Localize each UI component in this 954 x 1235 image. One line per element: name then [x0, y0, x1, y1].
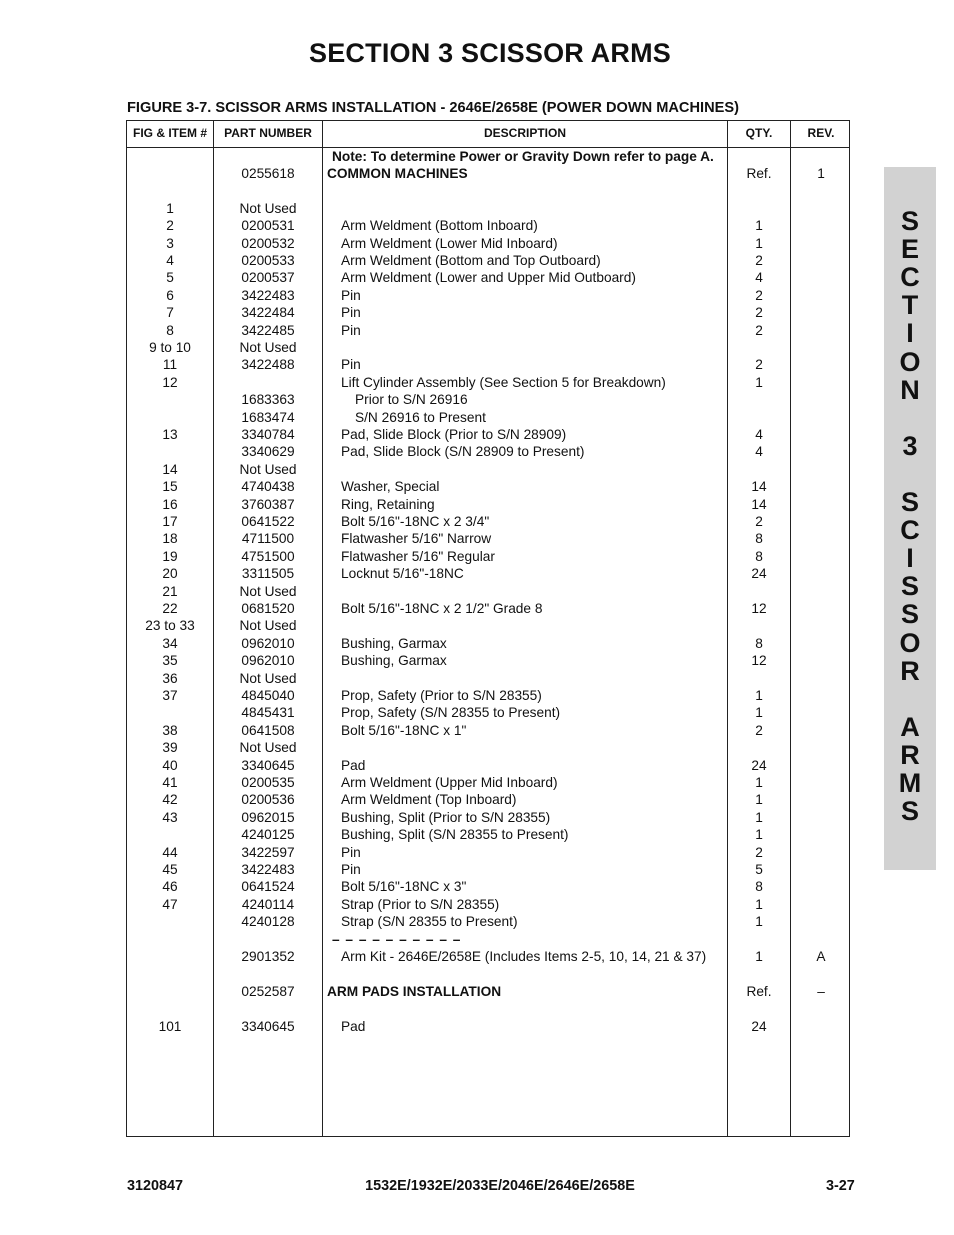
- sidebar-letter: S: [900, 487, 919, 517]
- part-number-cell: 0200532: [241, 235, 295, 251]
- table-row: [127, 565, 849, 582]
- fig-item-cell: 1: [166, 200, 174, 216]
- footer-page-number: 3-27: [826, 1178, 855, 1194]
- fig-item-cell: 44: [162, 844, 178, 860]
- fig-item-cell: 38: [162, 722, 178, 738]
- fig-item-cell: 15: [162, 479, 178, 495]
- table-row: [127, 391, 849, 408]
- part-number-cell: 3422485: [241, 322, 295, 338]
- qty-cell: 1: [755, 235, 763, 251]
- table-row: [127, 496, 849, 513]
- table-row: [127, 356, 849, 373]
- part-number-cell: 3760387: [241, 496, 295, 512]
- sidebar-letter: O: [899, 627, 921, 658]
- rev-cell: –: [817, 983, 825, 999]
- part-number-cell: Not Used: [239, 618, 297, 634]
- part-number-cell: Not Used: [239, 583, 297, 599]
- table-row: [127, 269, 849, 286]
- qty-cell: 1: [755, 949, 763, 964]
- qty-cell: 24: [751, 1018, 767, 1034]
- fig-item-cell: 9 to 10: [149, 340, 191, 355]
- part-number-cell: 0200533: [241, 253, 295, 268]
- table-row: [127, 617, 849, 634]
- table-row: [127, 583, 849, 600]
- description-cell: Arm Kit - 2646E/2658E (Includes Items 2-5, 10, 14, 21 & 37): [341, 949, 707, 964]
- fig-item-cell: 18: [162, 531, 178, 547]
- part-number-cell: 0962010: [241, 635, 295, 651]
- qty-cell: 24: [751, 757, 767, 773]
- description-cell: Locknut 5/16"-18NC: [341, 566, 464, 582]
- table-note: Note: To determine Power or Gravity Down refer to page A.: [332, 149, 714, 164]
- fig-item-cell: 21: [162, 583, 178, 599]
- fig-item-cell: 39: [162, 740, 178, 756]
- qty-cell: 1: [755, 705, 763, 721]
- fig-item-cell: 46: [162, 879, 178, 895]
- description-cell: Bolt 5/16"-18NC x 1": [341, 722, 467, 738]
- description-cell: Pin: [341, 862, 361, 877]
- qty-cell: 8: [755, 879, 763, 895]
- part-number-cell: 4711500: [241, 531, 295, 547]
- part-number-cell: 3340629: [241, 444, 295, 460]
- part-number-cell: 4740438: [241, 479, 295, 495]
- qty-cell: 1: [755, 792, 763, 808]
- description-cell: Pad: [341, 757, 366, 773]
- description-cell: Prop, Safety (Prior to S/N 28355): [341, 688, 542, 703]
- sidebar-letter: C: [900, 515, 920, 546]
- fig-item-cell: 19: [162, 548, 178, 564]
- table-row: [127, 861, 849, 878]
- qty-cell: 2: [755, 722, 763, 738]
- qty-cell: 1: [755, 218, 763, 234]
- part-number-cell: 0962015: [241, 809, 295, 825]
- qty-cell: 12: [751, 653, 767, 669]
- fig-item-cell: 3: [166, 235, 174, 251]
- header-desc: DESCRIPTION: [483, 126, 566, 140]
- part-number-cell: 3422483: [241, 862, 295, 877]
- part-number-cell: 3340784: [241, 427, 295, 442]
- part-number-cell: 0681520: [241, 601, 295, 616]
- sidebar-letter: E: [900, 234, 919, 265]
- table-row: [127, 704, 849, 721]
- description-cell: Strap (Prior to S/N 28355): [341, 896, 500, 912]
- fig-item-cell: 20: [162, 566, 178, 582]
- fig-item-cell: 17: [162, 514, 178, 529]
- table-row: [127, 791, 849, 808]
- sidebar-letter: S: [900, 206, 919, 236]
- qty-cell: 4: [755, 270, 763, 286]
- qty-cell: 2: [755, 514, 763, 529]
- part-number-cell: 4845040: [241, 688, 295, 703]
- fig-item-cell: 6: [166, 287, 174, 303]
- table-row: [127, 478, 849, 495]
- fig-item-cell: 47: [162, 896, 178, 912]
- parts-table: [126, 120, 850, 1137]
- sidebar-letter: C: [900, 262, 920, 293]
- header-qty: QTY.: [745, 126, 773, 140]
- part-number-cell: 0252587: [241, 983, 295, 999]
- sidebar-letter: R: [900, 739, 920, 770]
- table-row: [127, 826, 849, 843]
- part-number-cell: 0641524: [241, 879, 295, 895]
- table-row: [127, 739, 849, 756]
- fig-item-cell: 35: [162, 653, 178, 669]
- sidebar-letter: 3: [902, 430, 918, 461]
- fig-item-cell: 42: [162, 792, 178, 808]
- table-row: [127, 983, 849, 1000]
- qty-cell: Ref.: [746, 983, 772, 999]
- description-cell: Prior to S/N 26916: [355, 392, 468, 408]
- table-row: [127, 548, 849, 565]
- description-cell: COMMON MACHINES: [327, 166, 468, 181]
- description-cell: Bolt 5/16"-18NC x 2 1/2" Grade 8: [341, 601, 543, 616]
- part-number-cell: 0641522: [241, 514, 295, 529]
- table-row: [127, 322, 849, 339]
- qty-cell: 1: [755, 374, 763, 390]
- part-number-cell: Not Used: [239, 340, 297, 355]
- part-number-cell: 4845431: [241, 705, 295, 721]
- fig-item-cell: 7: [166, 305, 174, 321]
- part-number-cell: Not Used: [239, 200, 297, 216]
- qty-cell: 24: [751, 566, 767, 582]
- description-cell: Arm Weldment (Upper Mid Inboard): [341, 775, 558, 790]
- qty-cell: 2: [755, 305, 763, 321]
- part-number-cell: 3311505: [241, 566, 295, 582]
- qty-cell: 2: [755, 287, 763, 303]
- description-cell: Flatwasher 5/16" Regular: [341, 548, 495, 564]
- table-row: [127, 426, 849, 443]
- footer-doc-number: 3120847: [127, 1178, 184, 1194]
- qty-cell: 5: [755, 862, 763, 877]
- sidebar-letter: N: [900, 374, 920, 405]
- sidebar-letter: R: [900, 655, 920, 686]
- qty-cell: 2: [755, 322, 763, 338]
- table-row: [127, 774, 849, 791]
- fig-item-cell: 37: [162, 688, 178, 703]
- table-row: [127, 304, 849, 321]
- qty-cell: 1: [755, 688, 763, 703]
- part-number-cell: 1683363: [241, 392, 295, 408]
- fig-item-cell: 22: [162, 601, 178, 616]
- qty-cell: 1: [755, 775, 763, 790]
- part-number-cell: 4240125: [241, 827, 295, 843]
- description-cell: Pad, Slide Block (Prior to S/N 28909): [341, 427, 567, 442]
- fig-item-cell: 11: [162, 357, 178, 373]
- table-row: [127, 409, 849, 426]
- description-cell: Arm Weldment (Bottom and Top Outboard): [341, 253, 601, 268]
- footer-models: 1532E/1932E/2033E/2046E/2646E/2658E: [365, 1178, 635, 1194]
- description-cell: Bushing, Garmax: [341, 635, 447, 651]
- qty-cell: 14: [751, 479, 767, 495]
- table-row: [127, 461, 849, 478]
- qty-cell: 1: [755, 896, 763, 912]
- part-number-cell: 3422488: [241, 357, 295, 373]
- description-cell: – – – – – – – – – –: [332, 931, 462, 947]
- table-row: [127, 165, 849, 182]
- table-row: [127, 1018, 849, 1035]
- fig-item-cell: 16: [162, 496, 178, 512]
- description-cell: Pin: [341, 287, 361, 303]
- sidebar-letter: I: [906, 318, 914, 349]
- fig-item-cell: 34: [162, 635, 178, 651]
- description-cell: Pin: [341, 357, 361, 373]
- header-part: PART NUMBER: [224, 126, 312, 140]
- qty-cell: 14: [751, 496, 767, 512]
- part-number-cell: 4240114: [241, 896, 295, 912]
- description-cell: Bolt 5/16"-18NC x 2 3/4": [341, 514, 490, 529]
- fig-item-cell: 12: [162, 374, 178, 390]
- figure-title: FIGURE 3-7. SCISSOR ARMS INSTALLATION - 2646E/2658E (POWER DOWN MACHINES): [127, 100, 739, 116]
- description-cell: Bushing, Split (S/N 28355 to Present): [341, 827, 569, 843]
- fig-item-cell: 14: [162, 461, 178, 477]
- sidebar-letter: S: [900, 599, 919, 630]
- qty-cell: 1: [755, 914, 763, 930]
- qty-cell: 2: [755, 253, 763, 268]
- table-row: [127, 287, 849, 304]
- part-number-cell: 0200537: [241, 270, 295, 286]
- header-rev: REV.: [807, 126, 835, 140]
- description-cell: Arm Weldment (Lower Mid Inboard): [341, 235, 558, 251]
- fig-item-cell: 8: [166, 322, 174, 338]
- description-cell: Pin: [341, 844, 361, 860]
- table-row: [127, 931, 849, 948]
- description-cell: Washer, Special: [341, 479, 440, 495]
- part-number-cell: 4751500: [241, 548, 295, 564]
- description-cell: Pad: [341, 1018, 366, 1034]
- part-number-cell: Not Used: [239, 740, 297, 756]
- fig-item-cell: 4: [166, 253, 174, 268]
- table-row: [127, 722, 849, 739]
- description-cell: ARM PADS INSTALLATION: [327, 983, 502, 999]
- part-number-cell: 0200531: [241, 218, 295, 234]
- fig-item-cell: 45: [162, 862, 178, 877]
- fig-item-cell: 36: [162, 670, 178, 686]
- table-row: [127, 530, 849, 547]
- rev-cell: A: [816, 949, 826, 964]
- sidebar-letter: A: [900, 711, 920, 742]
- sidebar-letter: M: [898, 768, 922, 798]
- table-row: [127, 652, 849, 669]
- description-cell: Bushing, Garmax: [341, 653, 447, 669]
- qty-cell: 1: [755, 809, 763, 825]
- part-number-cell: 1683474: [241, 409, 295, 425]
- table-row: [127, 182, 849, 199]
- table-row: [127, 878, 849, 895]
- part-number-cell: 0200535: [241, 775, 295, 790]
- fig-item-cell: 43: [162, 809, 178, 825]
- table-row: [127, 217, 849, 234]
- part-number-cell: 0200536: [241, 792, 295, 808]
- description-cell: Bolt 5/16"-18NC x 3": [341, 879, 467, 895]
- table-row: [127, 600, 849, 617]
- part-number-cell: 2901352: [241, 949, 295, 964]
- description-cell: Pin: [341, 305, 361, 321]
- part-number-cell: 3340645: [241, 1018, 295, 1034]
- description-cell: Pad, Slide Block (S/N 28909 to Present): [341, 444, 585, 460]
- table-row: [127, 844, 849, 861]
- sidebar-letter: S: [900, 796, 919, 827]
- description-cell: Arm Weldment (Lower and Upper Mid Outboard): [341, 270, 636, 286]
- qty-cell: 2: [755, 844, 763, 860]
- qty-cell: 8: [755, 531, 763, 547]
- part-number-cell: 0255618: [241, 166, 295, 181]
- sidebar-letter: S: [900, 571, 919, 602]
- rev-cell: 1: [817, 166, 825, 181]
- part-number-cell: Not Used: [239, 670, 297, 686]
- table-row: [127, 374, 849, 391]
- table-row: [127, 965, 849, 982]
- qty-cell: 4: [755, 427, 763, 442]
- description-cell: Strap (S/N 28355 to Present): [341, 914, 518, 930]
- part-number-cell: 4240128: [241, 914, 295, 930]
- part-number-cell: 0641508: [241, 722, 295, 738]
- qty-cell: Ref.: [746, 166, 772, 181]
- qty-cell: 8: [755, 635, 763, 651]
- description-cell: Pin: [341, 322, 361, 338]
- section-sidebar-tab: [884, 167, 936, 870]
- description-cell: Flatwasher 5/16" Narrow: [341, 531, 492, 547]
- table-row: [127, 687, 849, 704]
- description-cell: S/N 26916 to Present: [355, 409, 486, 425]
- table-row: [127, 757, 849, 774]
- table-row: [127, 235, 849, 252]
- part-number-cell: Not Used: [239, 461, 297, 477]
- sidebar-letter: T: [901, 290, 919, 321]
- table-row: [127, 443, 849, 460]
- table-row: [127, 200, 849, 217]
- fig-item-cell: 13: [162, 427, 178, 442]
- fig-item-cell: 5: [166, 270, 174, 286]
- part-number-cell: 0962010: [241, 653, 295, 669]
- description-cell: Arm Weldment (Top Inboard): [341, 792, 517, 808]
- description-cell: Ring, Retaining: [341, 496, 435, 512]
- part-number-cell: 3422597: [241, 844, 295, 860]
- qty-cell: 8: [755, 548, 763, 564]
- description-cell: Prop, Safety (S/N 28355 to Present): [341, 705, 561, 721]
- sidebar-letter: O: [899, 346, 921, 377]
- table-row: [127, 670, 849, 687]
- qty-cell: 12: [751, 601, 767, 616]
- header-fig: FIG & ITEM #: [132, 126, 207, 140]
- fig-item-cell: 41: [162, 775, 178, 790]
- qty-cell: 4: [755, 444, 763, 460]
- description-cell: Arm Weldment (Bottom Inboard): [341, 218, 538, 234]
- section-title: SECTION 3 SCISSOR ARMS: [309, 38, 671, 68]
- fig-item-cell: 2: [166, 218, 174, 234]
- sidebar-letter: I: [906, 543, 914, 574]
- qty-cell: 1: [755, 827, 763, 843]
- table-row: [127, 913, 849, 930]
- fig-item-cell: 101: [158, 1018, 182, 1034]
- table-row: [127, 896, 849, 913]
- description-cell: Lift Cylinder Assembly (See Section 5 for Breakdown): [341, 374, 666, 390]
- table-row: [127, 339, 849, 356]
- table-row: [127, 809, 849, 826]
- part-number-cell: 3422484: [241, 305, 295, 321]
- part-number-cell: 3422483: [241, 287, 295, 303]
- table-row: [127, 948, 849, 965]
- fig-item-cell: 40: [162, 757, 178, 773]
- fig-item-cell: 23 to 33: [145, 618, 195, 634]
- table-row: [127, 635, 849, 652]
- table-row: [127, 513, 849, 530]
- description-cell: Bushing, Split (Prior to S/N 28355): [341, 809, 551, 825]
- table-row: [127, 252, 849, 269]
- part-number-cell: 3340645: [241, 757, 295, 773]
- table-row: [127, 1000, 849, 1017]
- qty-cell: 2: [755, 357, 763, 373]
- table-header: [127, 121, 849, 148]
